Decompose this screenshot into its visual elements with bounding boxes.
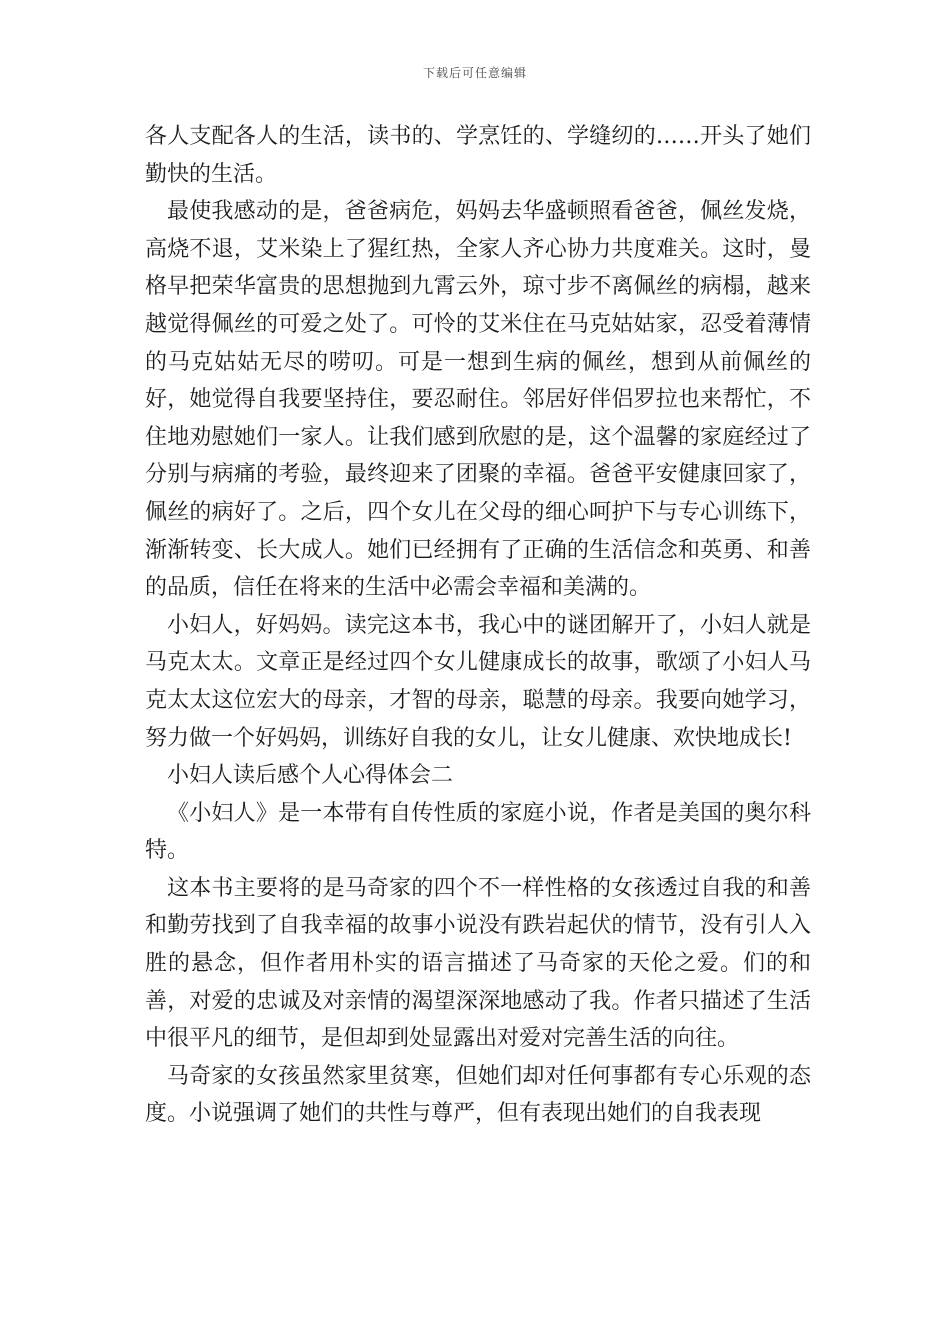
paragraph: 小妇人，好妈妈。读完这本书，我心中的谜团解开了，小妇人就是马克太太。文章正是经过四个女儿健康成长的故事，歌颂了小妇人马克太太这位宏大的母亲，才智的母亲，聪慧的母亲。我要向她学习，努力做一个好妈妈，训练好自我的女儿，让女儿健康、欢快地成长! [145, 612, 811, 751]
paragraph: 最使我感动的是，爸爸病危，妈妈去华盛顿照看爸爸，佩丝发烧，高烧不退，艾米染上了猩红热，全家人齐心协力共度难关。这时，曼格早把荣华富贵的思想抛到九霄云外，琼寸步不离佩丝的病榻，越来越觉得佩丝的可爱之处了。可怜的艾米住在马克姑姑家，忍受着薄情的马克姑姑无尽的唠叨。可是一想到生病的佩丝，想到从前佩丝的好，她觉得自我要坚持住，要忍耐住。邻居好伴侣罗拉也来帮忙，不住地劝慰她们一家人。让我们感到欣慰的是，这个温馨的家庭经过了分别与病痛的考验，最终迎来了团聚的幸福。爸爸平安健康回家了，佩丝的病好了。之后，四个女儿在父母的细心呵护下与专心训练下，渐渐转变、长大成人。她们已经拥有了正确的生活信念和英勇、和善的品质，信任在将来的生活中必需会幸福和美满的。 [145, 199, 811, 601]
document-body [145, 118, 811, 1133]
paragraph: 马奇家的女孩虽然家里贫寒，但她们却对任何事都有专心乐观的态度。小说强调了她们的共性与尊严，但有表现出她们的自我表现 [145, 1063, 811, 1127]
header-note: 下载后可任意编辑 [422, 66, 527, 80]
paragraph: 《小妇人》是一本带有自传性质的家庭小说，作者是美国的奥尔科特。 [145, 800, 811, 864]
section-heading: 小妇人读后感个人心得体会二 [167, 763, 454, 789]
paragraph: 这本书主要将的是马奇家的四个不一样性格的女孩透过自我的和善和勤劳找到了自我幸福的故事小说没有跌岩起伏的情节，没有引人入胜的悬念，但作者用朴实的语言描述了马奇家的天伦之爱。们的和善，对爱的忠诚及对亲情的渴望深深地感动了我。作者只描述了生活中很平凡的细节，是但却到处显露出对爱对完善生活的向往。 [145, 875, 811, 1052]
paragraph: 各人支配各人的生活，读书的、学烹饪的、学缝纫的……开头了她们勤快的生活。 [145, 124, 811, 187]
